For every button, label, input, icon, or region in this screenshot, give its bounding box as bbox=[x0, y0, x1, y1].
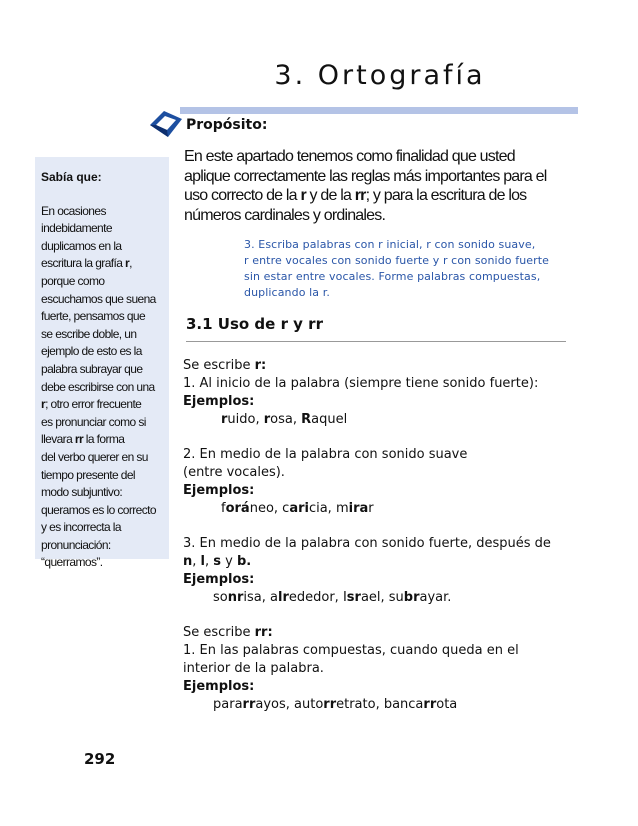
sidebar-title: Sabía que: bbox=[41, 170, 102, 184]
exercise-instructions bbox=[244, 237, 564, 301]
examples-1: ruido, rosa, Raquel bbox=[221, 412, 348, 427]
intro-paragraph: En este apartado tenemos como finalidad que usted aplique correctamente las reglas más importantes para el uso correcto de la r y de la rr; y para la escritura de los números cardinales y ordinales. bbox=[184, 148, 547, 224]
rule-3-line-1: 3. En medio de la palabra con sonido fuerte, después de bbox=[183, 536, 551, 551]
se-escribe-rr-line: Se escribe rr: bbox=[183, 625, 273, 640]
rule-4-line-1: 1. En las palabras compuestas, cuando queda en el bbox=[183, 643, 519, 658]
exercise-line: duplicando la r. bbox=[244, 286, 330, 299]
examples-label: Ejemplos: bbox=[183, 483, 255, 498]
purpose-label: Propósito: bbox=[186, 117, 268, 133]
exercise-line: sin estar entre vocales. Forme palabras compuestas, bbox=[244, 270, 541, 283]
chapter-title: 3. Ortografía bbox=[274, 60, 486, 91]
title-bar bbox=[180, 107, 578, 114]
section-heading-rule bbox=[186, 341, 566, 342]
rule-4-line-2: interior de la palabra. bbox=[183, 661, 324, 676]
sidebar-body: En ocasiones indebidamente duplicamos en la escritura la grafía r, porque como escuchamos que suena fuerte, pensamos que se escribe doble, un ejemplo de esto es la palabra subrayar que debe escribirse con una r; otro error frecuente es pronunciar como si llevara rr la forma del verbo querer en su tiempo presente del modo subjuntivo: queramos es lo correcto y es incorrecta la pronunciación: “querramos”. bbox=[41, 203, 156, 570]
examples-label: Ejemplos: bbox=[183, 394, 255, 409]
examples-label: Ejemplos: bbox=[183, 572, 255, 587]
examples-label: Ejemplos: bbox=[183, 679, 255, 694]
examples-4: pararrayos, autorretrato, bancarrota bbox=[213, 697, 458, 712]
exercise-line: r entre vocales con sonido fuerte y r con sonido fuerte bbox=[244, 254, 550, 267]
page-number: 292 bbox=[84, 750, 116, 768]
rule-2-line-1: 2. En medio de la palabra con sonido suave bbox=[183, 447, 468, 462]
section-heading: 3.1 Uso de r y rr bbox=[186, 315, 323, 333]
examples-2: foráneo, caricia, mirar bbox=[221, 501, 374, 516]
exercise-line: 3. Escriba palabras con r inicial, r con sonido suave, bbox=[244, 238, 536, 251]
rule-1: 1. Al inicio de la palabra (siempre tiene sonido fuerte): bbox=[183, 376, 539, 391]
section-content bbox=[183, 357, 583, 714]
rule-3-line-2: n, l, s y b. bbox=[183, 554, 252, 569]
se-escribe-r-line: Se escribe r: bbox=[183, 358, 267, 373]
rule-2-line-2: (entre vocales). bbox=[183, 465, 285, 480]
purpose-logo-icon bbox=[148, 103, 184, 139]
examples-3: sonrisa, alrededor, Israel, subrayar. bbox=[213, 590, 452, 605]
sidebar-box bbox=[35, 157, 169, 570]
